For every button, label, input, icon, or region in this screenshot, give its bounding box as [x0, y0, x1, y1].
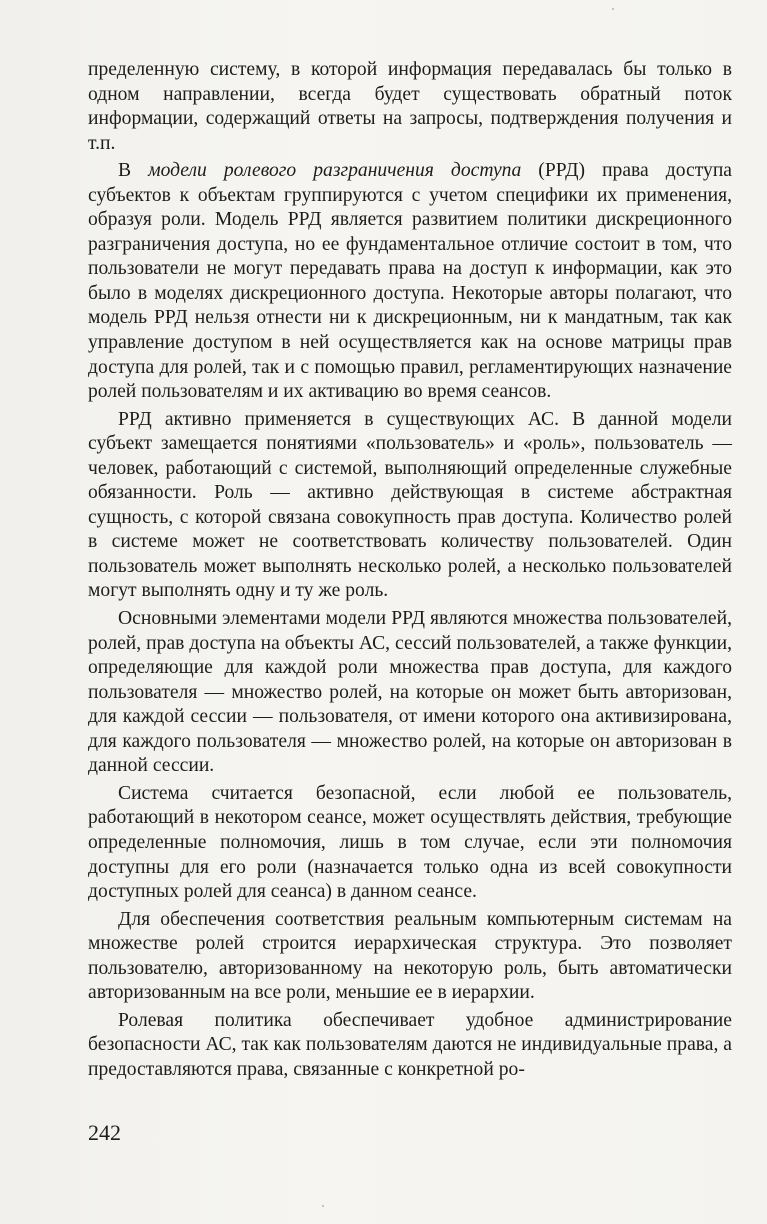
paragraph-system-security: Система считается безопасной, если любой ее пользователь, работающий в некотором сеансе, может осуществлять действия, требующие определенные полномочия, лишь в том случае, если эти полномочия доступны для его роли (назначается только одна из всей совокупности доступных ролей для сеанса) в данном сеансе.	[88, 782, 732, 903]
paragraph-prefix: В	[118, 160, 149, 182]
page-number: 242	[88, 1120, 121, 1145]
paragraph-role-hierarchy: Для обеспечения соответствия реальным компьютерным системам на множестве ролей строится иерархическая структура. Это позволяет пользователю, авторизованному на некоторую роль, быть автоматически авторизованным на все роли, меньшие ее в иерархии.	[88, 908, 732, 1004]
paragraph-rbac-definition	[88, 159, 732, 404]
paragraph-role-policy: Ролевая политика обеспечивает удобное администрирование безопасности АС, так как пользователям даются не индивидуальные права, а предоставляются права, связанные с конкретной ро-	[88, 1009, 732, 1080]
paragraph-rbac-usage: РРД активно применяется в существующих АС. В данной модели субъект замещается понятиями «пользователь» и «роль», пользователь — человек, работающий с системой, выполняющий определенные служебные обязанности. Роль — активно действующая в системе абстрактная сущность, с которой связана совокупность прав доступа. Количество ролей в системе может не соответствовать количеству пользователей. Один пользователь может выполнять несколько ролей, а несколько пользователей могут выполнять одну и ту же роль.	[88, 408, 732, 602]
paragraph-continuation: пределенную систему, в которой информация передавалась бы только в одном направлении, всегда будет существовать обратный поток информации, содержащий ответы на запросы, подтверждения получения и т.п.	[88, 59, 732, 154]
paper-speck	[322, 1205, 324, 1207]
paragraph-body: (РРД) права доступа субъектов к объектам группируются с учетом специфики их применения, образуя роли. Модель РРД является развитием политики дискреционного разграничения доступа, но ее фундаментальное отличие состоит в том, что пользователи не могут передавать права на доступ к информации, как это было в моделях дискреционного доступа. Некоторые авторы полагают, что модель РРД нельзя отнести ни к дискреционным, ни к мандатным, так как управление доступом в ней осуществляется как на основе матрицы прав доступа для ролей, так и с помощью правил, регламентирующих назначение ролей пользователям и их активацию во время сеансов.	[88, 160, 733, 403]
paragraph-rbac-elements: Основными элементами модели РРД являются множества пользователей, ролей, прав доступа на объекты АС, сессий пользователей, а также функции, определяющие для каждой роли множества прав доступа, для каждого пользователя — множество ролей, на которые он может быть авторизован, для каждой сессии — пользователя, от имени которого она активизирована, для каждого пользователя — множество ролей, на которые он авторизован в данной сессии.	[88, 608, 732, 777]
body-text	[88, 58, 732, 1085]
paper-speck	[612, 8, 614, 10]
term-emphasis: модели ролевого разграничения доступа	[148, 160, 522, 182]
